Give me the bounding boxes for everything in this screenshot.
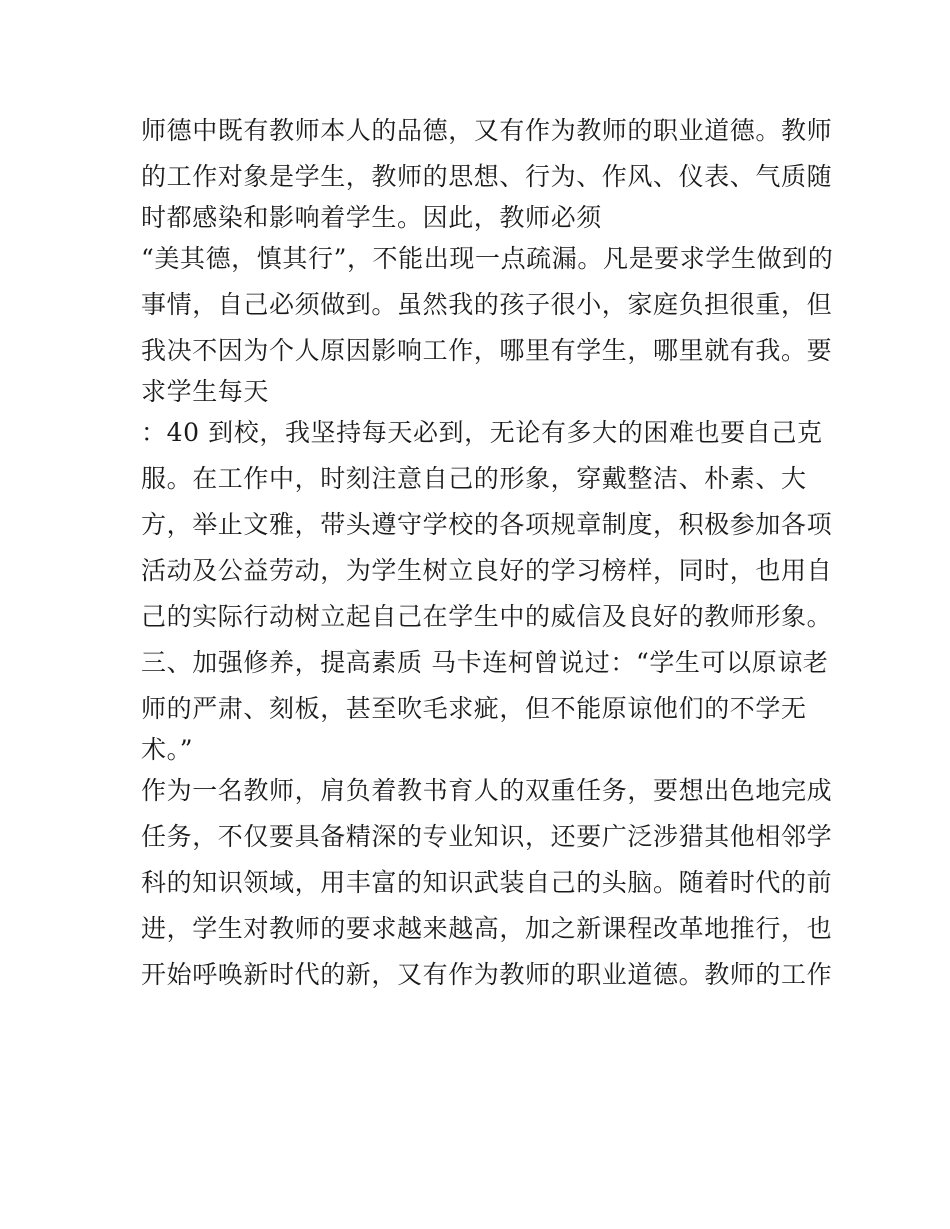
text-line: 师的严肃、刻板，甚至吹毛求疵，但不能原谅他们的不学无 <box>141 694 807 723</box>
text-line: 作为一名教师，肩负着教书育人的双重任务，要想出色地完成 <box>141 776 833 805</box>
text-line: 己的实际行动树立起自己在学生中的威信及良好的教师形象。 <box>141 602 833 631</box>
text-line: 科的知识领域，用丰富的知识武装自己的头脑。随着时代的前 <box>141 868 833 897</box>
text-line: 的工作对象是学生，教师的思想、行为、作风、仪表、气质随 <box>141 162 833 191</box>
text-line: 任务，不仅要具备精深的专业知识，还要广泛涉猎其他相邻学 <box>141 822 833 851</box>
text-line: 我决不因为个人原因影响工作，哪里有学生，哪里就有我。要 <box>141 336 833 365</box>
text-line: 时都感染和影响着学生。因此，教师必须 <box>141 203 602 232</box>
text-line: 求学生每天 <box>141 377 270 406</box>
text-line: 事情，自己必须做到。虽然我的孩子很小，家庭负担很重，但 <box>141 290 833 319</box>
text-line: 方，举止文雅，带头遵守学校的各项规章制度，积极参加各项 <box>141 510 833 539</box>
text-line: 术。” <box>141 735 194 764</box>
text-line: 师德中既有教师本人的品德，又有作为教师的职业道德。教师 <box>141 116 833 145</box>
text-line: 活动及公益劳动，为学生树立良好的学习榜样，同时，也用自 <box>141 556 833 585</box>
text-line: 三、加强修养，提高素质 马卡连柯曾说过：“学生可以原谅老 <box>141 648 829 677</box>
document-body <box>141 108 834 998</box>
text-line: 进，学生对教师的要求越来越高，加之新课程改革地推行，也 <box>141 914 833 943</box>
text-line: 开始呼唤新时代的新，又有作为教师的职业道德。教师的工作 <box>141 960 833 989</box>
text-line: 服。在工作中，时刻注意自己的形象，穿戴整洁、朴素、大 <box>141 464 807 493</box>
text-line: “美其德，慎其行”，不能出现一点疏漏。凡是要求学生做到的 <box>141 244 834 273</box>
text-line: ：40 到校，我坚持每天必到，无论有多大的困难也要自己克 <box>141 418 823 447</box>
